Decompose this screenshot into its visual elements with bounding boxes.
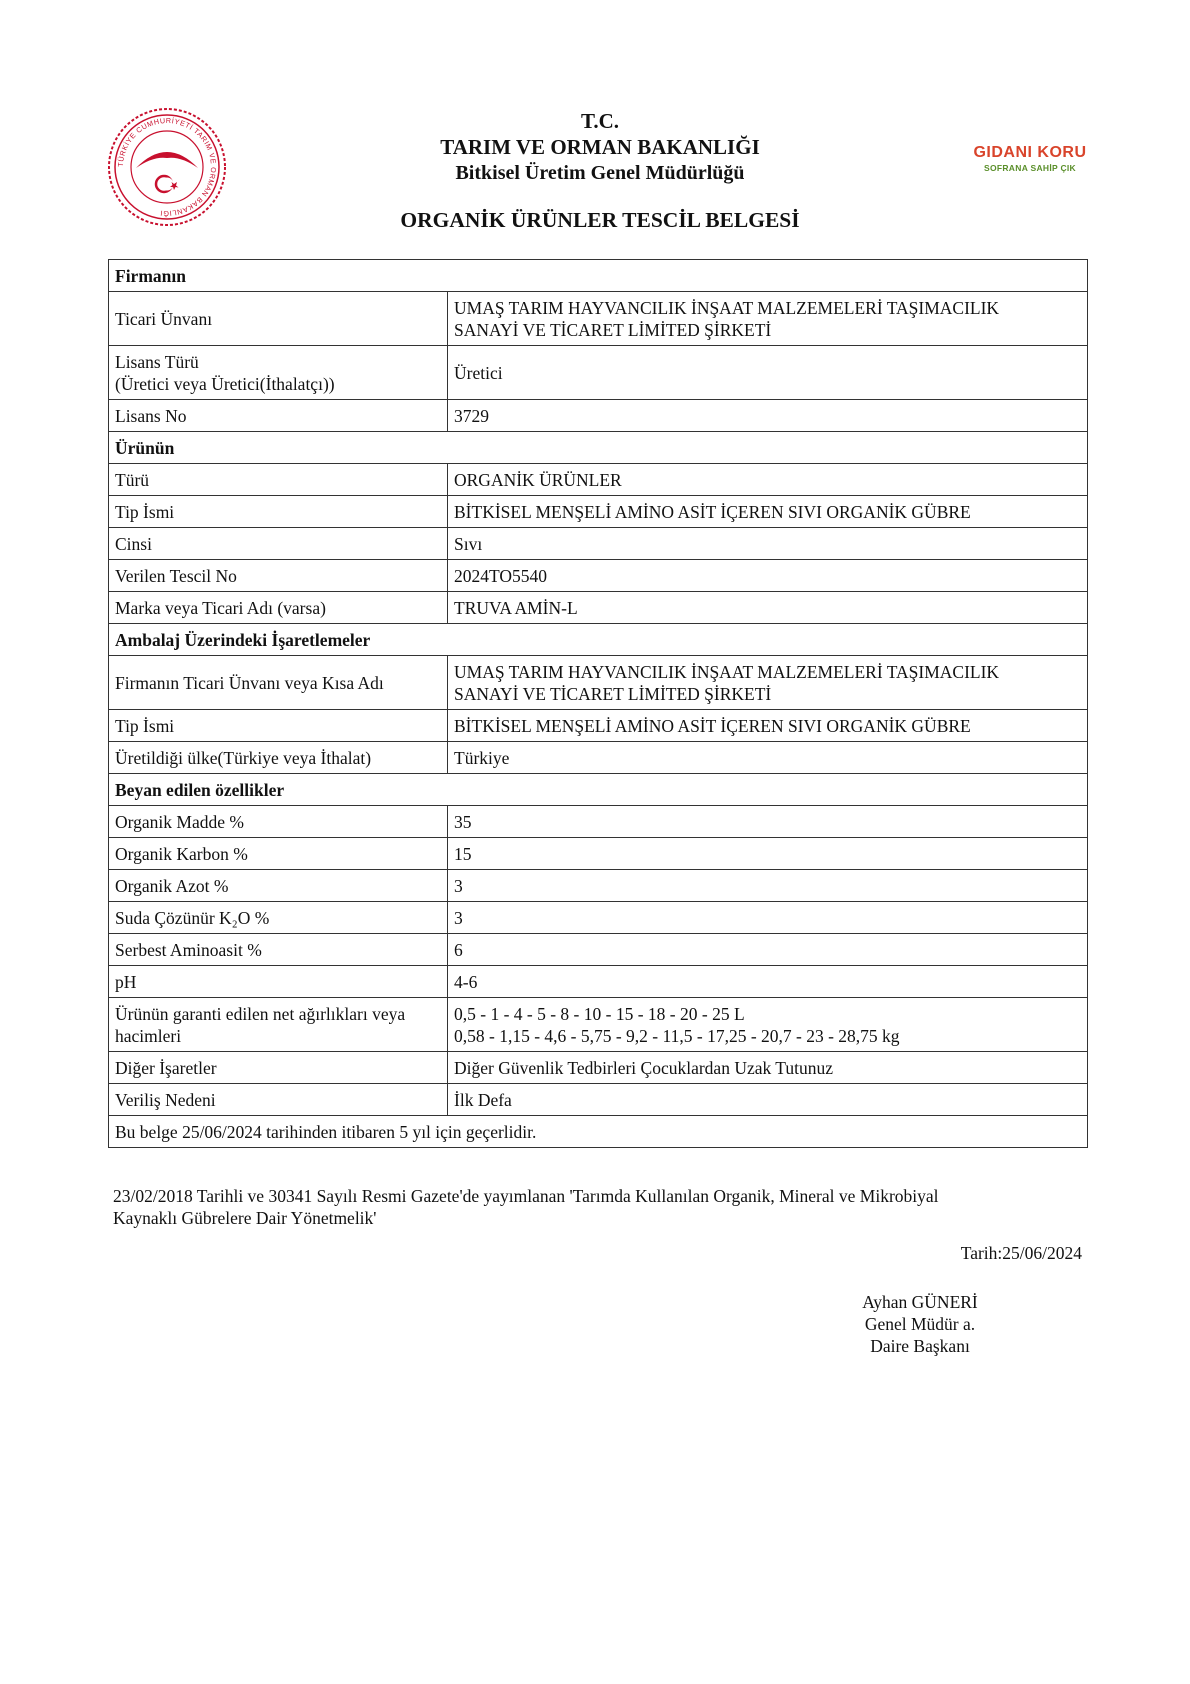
firm-short-name-value: UMAŞ TARIM HAYVANCILIK İNŞAAT MALZEMELERİ TAŞIMACILIK SANAYİ VE TİCARET LİMİTED ŞİRKETİ (448, 656, 1088, 710)
seal-ring-text: TÜRKİYE CUMHURİYETİ TARIM VE ORMAN BAKANLIĞI (115, 115, 219, 219)
table-row (109, 528, 1088, 560)
table-row (109, 1084, 1088, 1116)
signer-name: Ayhan GÜNERİ (862, 1292, 978, 1312)
property-value: 3 (448, 902, 1088, 934)
table-row (109, 966, 1088, 998)
table-row (109, 742, 1088, 774)
document-header (300, 108, 900, 186)
issue-reason-label: Veriliş Nedeni (109, 1084, 448, 1116)
header-ministry: TARIM VE ORMAN BAKANLIĞI (440, 135, 760, 159)
regulation-reference: 23/02/2018 Tarihli ve 30341 Sayılı Resmi Gazete'de yayımlanan 'Tarımda Kullanılan Organik, Mineral ve Mikrobiyal Kaynaklı Gübrelere Dair Yönetmelik' (113, 1186, 939, 1228)
table-row (109, 870, 1088, 902)
license-no-value: 3729 (448, 400, 1088, 432)
property-value: 3 (448, 870, 1088, 902)
property-label: Serbest Aminoasit % (109, 934, 448, 966)
property-label: Suda Çözünür K₂O % (109, 902, 448, 934)
certificate-table (108, 259, 1088, 1148)
header-directorate: Bitkisel Üretim Genel Müdürlüğü (455, 162, 745, 184)
origin-value: Türkiye (448, 742, 1088, 774)
section-product: Ürünün (109, 432, 1088, 464)
table-row (109, 292, 1088, 346)
other-markings-label: Diğer İşaretler (109, 1052, 448, 1084)
registration-no-value: 2024TO5540 (448, 560, 1088, 592)
table-row (109, 710, 1088, 742)
table-row (109, 560, 1088, 592)
table-row (109, 496, 1088, 528)
document-title: ORGANİK ÜRÜNLER TESCİL BELGESİ (400, 208, 800, 232)
issue-date: Tarih:25/06/2024 (960, 1243, 1082, 1263)
product-type-label: Türü (109, 464, 448, 496)
net-weights-label: Ürünün garanti edilen net ağırlıkları veya hacimleri (109, 998, 448, 1052)
brand-name: GIDANI KORU (973, 144, 1087, 161)
validity-row (109, 1116, 1088, 1148)
header-tc: T.C. (580, 109, 620, 133)
brand-logo (970, 144, 1090, 173)
type-name-label: Tip İsmi (109, 496, 448, 528)
section-packaging: Ambalaj Üzerindeki İşaretlemeler (109, 624, 1088, 656)
table-row (109, 400, 1088, 432)
license-type-label: Lisans Türü (Üretici veya Üretici(İthalatçı)) (109, 346, 448, 400)
license-type-value: Üretici (448, 346, 1088, 400)
table-row (109, 464, 1088, 496)
table-row (109, 1052, 1088, 1084)
table-row (109, 656, 1088, 710)
other-markings-value: Diğer Güvenlik Tedbirleri Çocuklardan Uzak Tutunuz (448, 1052, 1088, 1084)
brand-label: Marka veya Ticari Adı (varsa) (109, 592, 448, 624)
section-properties: Beyan edilen özellikler (109, 774, 1088, 806)
property-value: 15 (448, 838, 1088, 870)
table-row (109, 934, 1088, 966)
issue-reason-value: İlk Defa (448, 1084, 1088, 1116)
signer-department: Daire Başkanı (870, 1336, 970, 1356)
property-label: Organik Madde % (109, 806, 448, 838)
table-row (109, 346, 1088, 400)
table-row (109, 902, 1088, 934)
origin-label: Üretildiği ülke(Türkiye veya İthalat) (109, 742, 448, 774)
property-label: Organik Karbon % (109, 838, 448, 870)
section-firm: Firmanın (109, 260, 1088, 292)
packaging-type-name-label: Tip İsmi (109, 710, 448, 742)
registration-no-label: Verilen Tescil No (109, 560, 448, 592)
brand-value: TRUVA AMİN-L (448, 592, 1088, 624)
license-no-label: Lisans No (109, 400, 448, 432)
property-value: 35 (448, 806, 1088, 838)
validity-text: Bu belge 25/06/2024 tarihinden itibaren 5 yıl için geçerlidir. (109, 1116, 1088, 1148)
property-label: pH (109, 966, 448, 998)
net-weights-value: 0,5 - 1 - 4 - 5 - 8 - 10 - 15 - 18 - 20 - 25 L 0,58 - 1,15 - 4,6 - 5,75 - 9,2 - 11,5 - 17,25 - 20,7 - 23 - 28,75 kg (448, 998, 1088, 1052)
brand-tagline: SOFRANA SAHİP ÇIK (984, 163, 1076, 173)
ministry-seal (106, 106, 228, 228)
table-row (109, 838, 1088, 870)
packaging-type-name-value: BİTKİSEL MENŞELİ AMİNO ASİT İÇEREN SIVI ORGANİK GÜBRE (448, 710, 1088, 742)
signer-title: Genel Müdür a. (864, 1314, 976, 1334)
kind-value: Sıvı (448, 528, 1088, 560)
property-value: 4-6 (448, 966, 1088, 998)
table-row (109, 592, 1088, 624)
property-label: Organik Azot % (109, 870, 448, 902)
table-row (109, 998, 1088, 1052)
product-type-value: ORGANİK ÜRÜNLER (448, 464, 1088, 496)
signature-block (840, 1291, 1000, 1357)
firm-short-name-label: Firmanın Ticari Ünvanı veya Kısa Adı (109, 656, 448, 710)
type-name-value: BİTKİSEL MENŞELİ AMİNO ASİT İÇEREN SIVI ORGANİK GÜBRE (448, 496, 1088, 528)
table-row (109, 806, 1088, 838)
trade-name-label: Ticari Ünvanı (109, 292, 448, 346)
trade-name-value: UMAŞ TARIM HAYVANCILIK İNŞAAT MALZEMELERİ TAŞIMACILIK SANAYİ VE TİCARET LİMİTED ŞİRKETİ (448, 292, 1088, 346)
kind-label: Cinsi (109, 528, 448, 560)
property-value: 6 (448, 934, 1088, 966)
